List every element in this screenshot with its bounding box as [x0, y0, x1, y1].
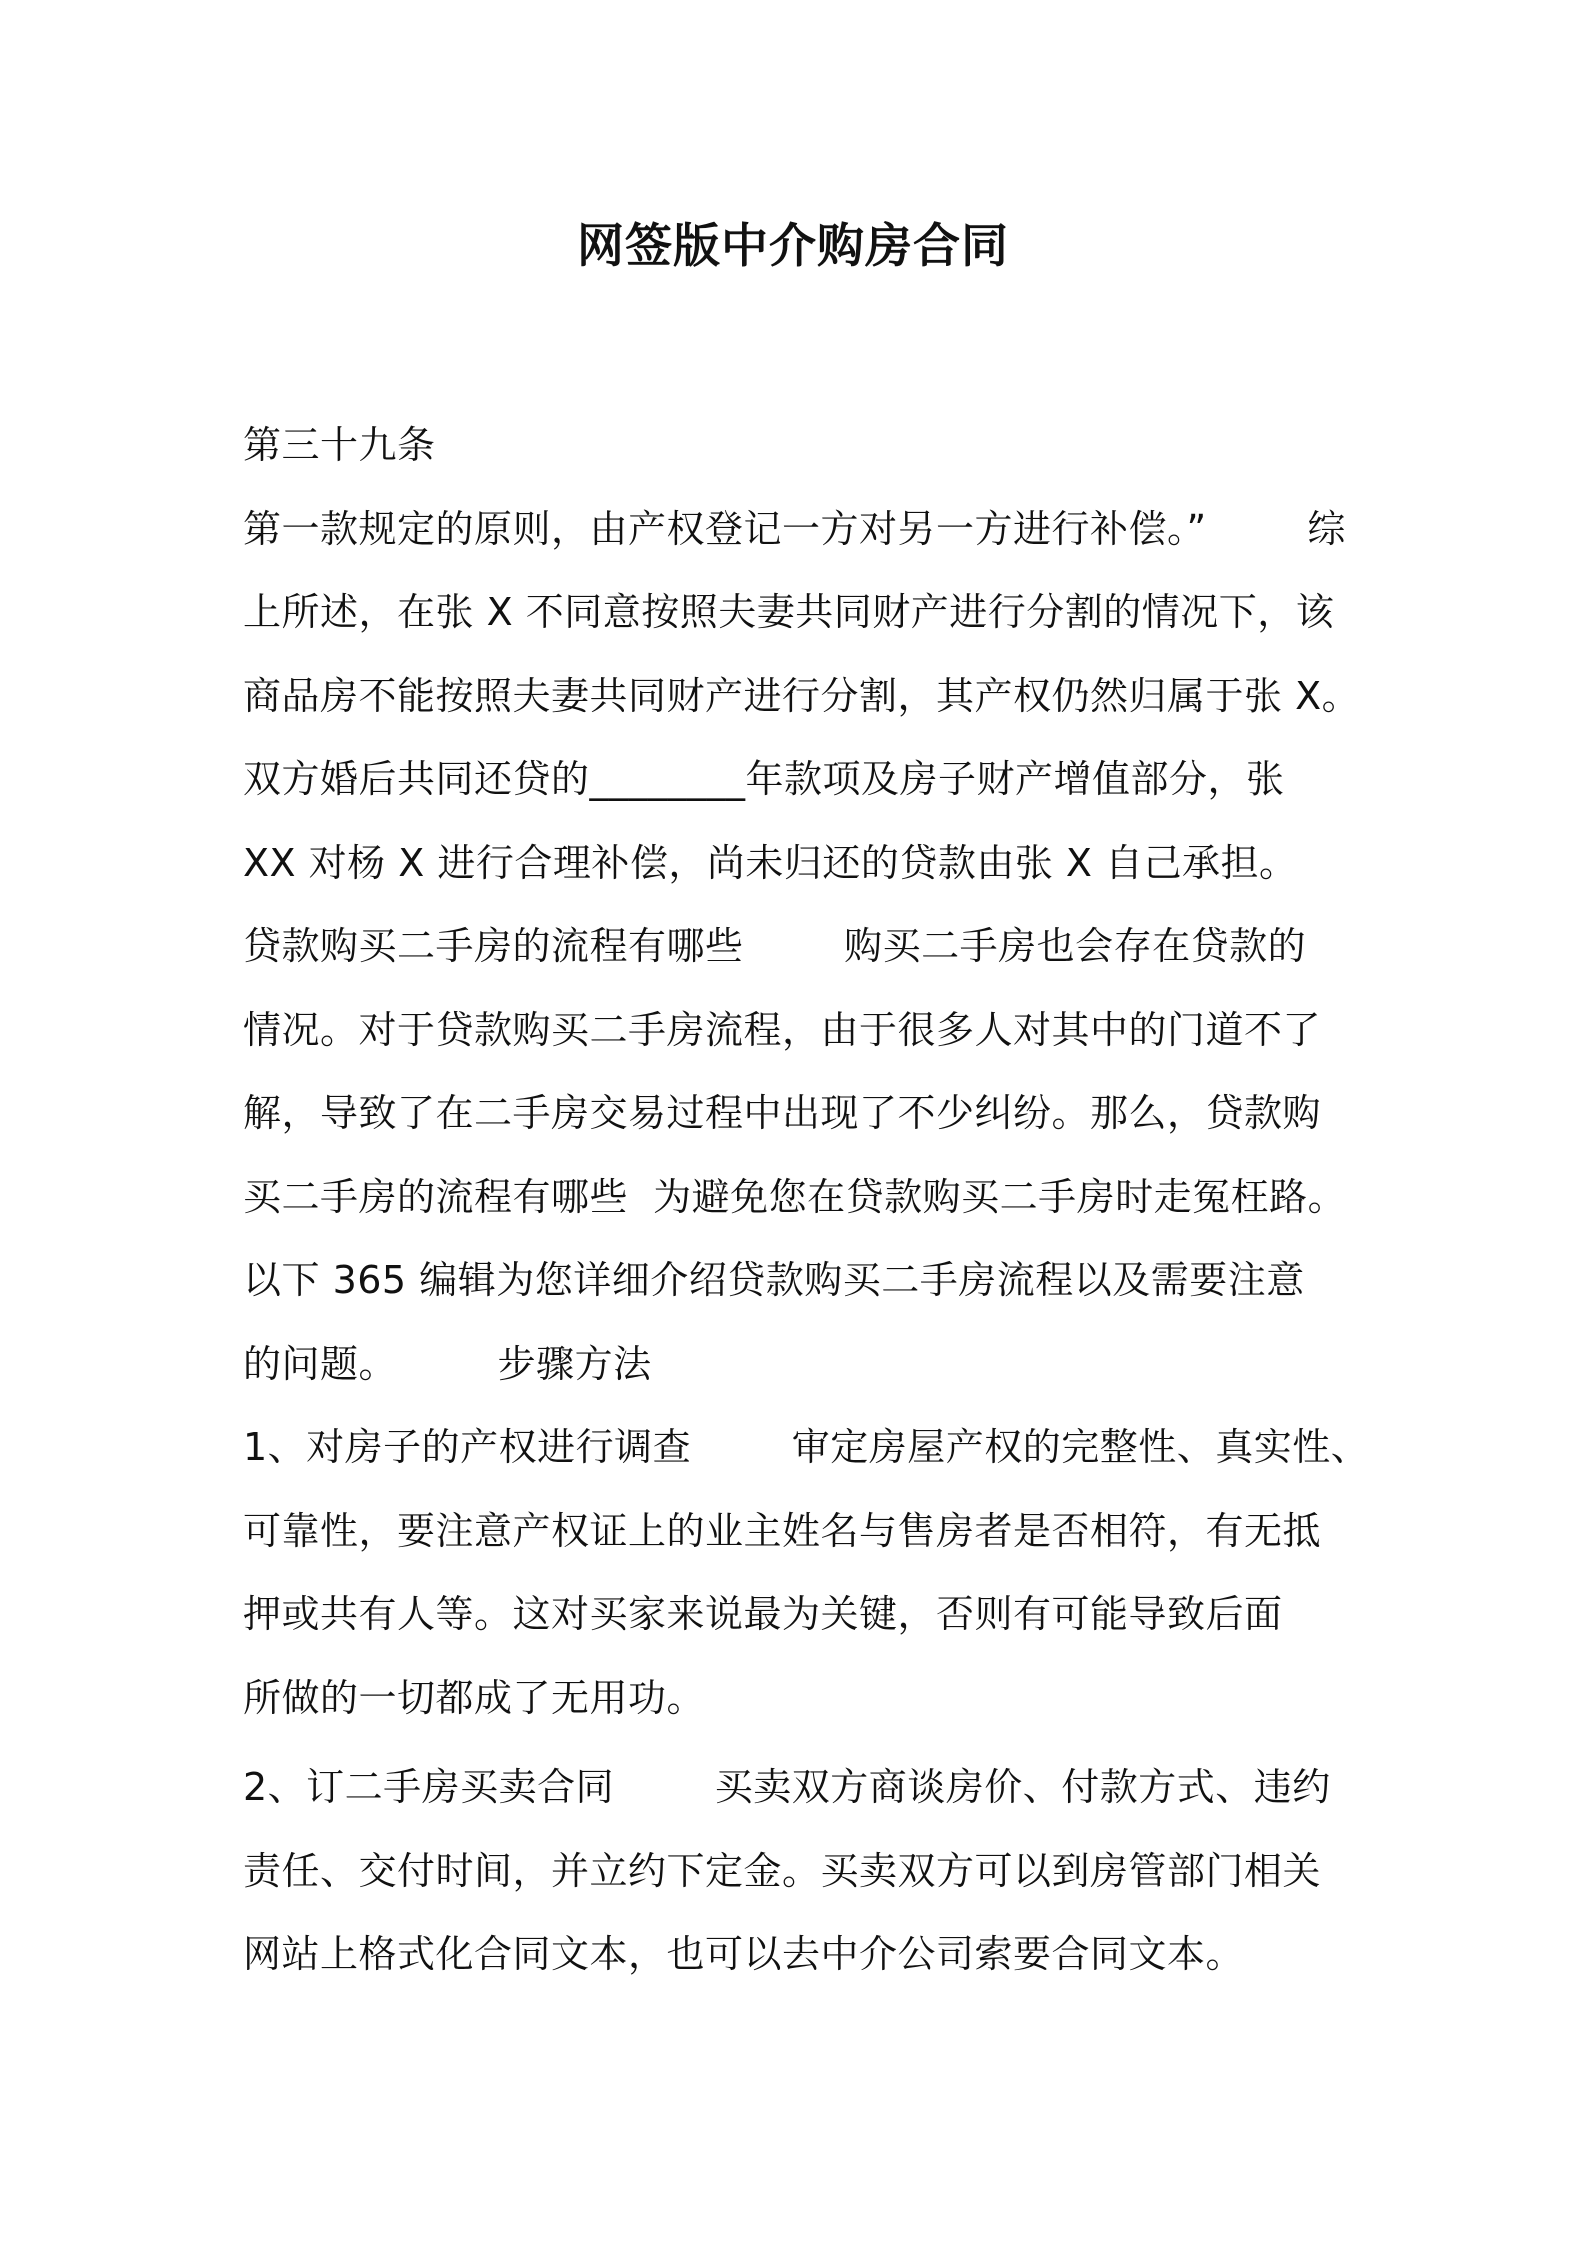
- paragraph-line: 双方婚后共同还贷的________年款项及房子财产增值部分，张: [243, 757, 1285, 801]
- paragraph-line: 情况。对于贷款购买二手房流程，由于很多人对其中的门道不了: [243, 1007, 1322, 1052]
- paragraph-line: 责任、交付时间，并立约下定金。买卖双方可以到房管部门相关: [243, 1848, 1322, 1893]
- paragraph-line: XX 对杨 X 进行合理补偿，尚未归还的贷款由张 X 自己承担。: [243, 840, 1298, 885]
- article-heading: 第三十九条: [243, 423, 436, 467]
- paragraph-line: 网站上格式化合同文本，也可以去中介公司索要合同文本。: [243, 1932, 1245, 1976]
- paragraph-line: 第一款规定的原则，由产权登记一方对另一方进行补偿。” 综: [243, 506, 1346, 551]
- paragraph-line: 的问题。 步骤方法: [243, 1341, 652, 1386]
- paragraph-line: 以下 365 编辑为您详细介绍贷款购买二手房流程以及需要注意: [243, 1258, 1305, 1302]
- paragraph-line: 押或共有人等。这对买家来说最为关键，否则有可能导致后面: [243, 1592, 1283, 1636]
- step-heading-line: 1、对房子的产权进行调查 审定房屋产权的完整性、真实性、: [243, 1425, 1370, 1469]
- document-title: 网签版中介购房合同: [577, 219, 1009, 274]
- step-heading-line: 2、订二手房买卖合同 买卖双方商谈房价、付款方式、违约: [243, 1765, 1331, 1809]
- paragraph-line: 可靠性，要注意产权证上的业主姓名与售房者是否相符，有无抵: [243, 1508, 1322, 1553]
- paragraph-line: 所做的一切都成了无用功。: [243, 1675, 706, 1720]
- paragraph-line: 买二手房的流程有哪些 为避免您在贷款购买二手房时走冤枉路。: [243, 1174, 1347, 1219]
- document-body: [243, 404, 1373, 1997]
- paragraph-line: 商品房不能按照夫妻共同财产进行分割，其产权仍然归属于张 X。: [243, 673, 1361, 718]
- paragraph-line: 解，导致了在二手房交易过程中出现了不少纠纷。那么，贷款购: [243, 1091, 1322, 1135]
- paragraph-line: 贷款购买二手房的流程有哪些 购买二手房也会存在贷款的: [243, 924, 1307, 968]
- paragraph-line: 上所述，在张 X 不同意按照夫妻共同财产进行分割的情况下，该: [243, 590, 1335, 634]
